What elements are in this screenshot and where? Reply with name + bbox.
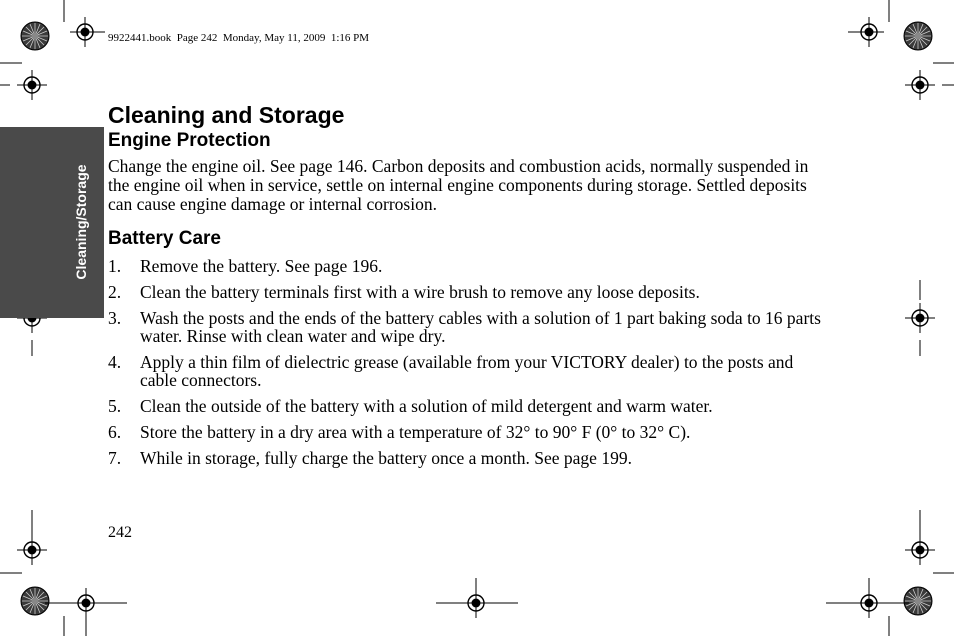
step-text: Store the battery in a dry area with a temperature of 32° to 90° F (0° to 32° C). — [140, 422, 691, 442]
step-number: 1. — [108, 256, 122, 276]
step-text: While in storage, fully charge the battery once a month. See page 199. — [140, 448, 632, 468]
step-number: 2. — [108, 282, 122, 302]
list-item — [108, 309, 828, 345]
engine-protection-heading: Engine Protection — [108, 130, 271, 151]
step-text: Clean the outside of the battery with a solution of mild detergent and warm water. — [140, 396, 713, 416]
step-text: Wash the posts and the ends of the battery cables with a solution of 1 part baking soda to 16 parts water. Rinse with clean water and wipe dry. — [140, 308, 821, 346]
step-number: 6. — [108, 422, 122, 442]
list-item — [108, 353, 828, 389]
list-item — [108, 283, 828, 301]
step-number: 7. — [108, 448, 122, 468]
battery-care-heading: Battery Care — [108, 228, 221, 249]
page-content — [108, 101, 828, 475]
step-text: Apply a thin film of dielectric grease (available from your VICTORY dealer) to the posts and cable connectors. — [140, 352, 794, 390]
side-tab-label: Cleaning/Storage — [73, 164, 89, 280]
engine-protection-text: Change the engine oil. See page 146. Carbon deposits and combustion acids, normally suspended in the engine oil when in service, settle on internal engine components during storage. Settled deposits can cause engine damage or internal corrosion. — [108, 156, 809, 214]
step-text: Remove the battery. See page 196. — [140, 256, 383, 276]
list-item — [108, 257, 828, 275]
page-title: Cleaning and Storage — [108, 102, 345, 128]
step-text: Clean the battery terminals first with a wire brush to remove any loose deposits. — [140, 282, 700, 302]
list-item — [108, 449, 828, 467]
step-number: 3. — [108, 308, 122, 328]
book-header: 9922441.book Page 242 Monday, May 11, 2009 1:16 PM — [108, 32, 370, 44]
battery-steps-list — [108, 257, 828, 467]
step-number: 4. — [108, 352, 122, 372]
list-item — [108, 423, 828, 441]
page-number: 242 — [108, 524, 132, 541]
list-item — [108, 397, 828, 415]
step-number: 5. — [108, 396, 122, 416]
